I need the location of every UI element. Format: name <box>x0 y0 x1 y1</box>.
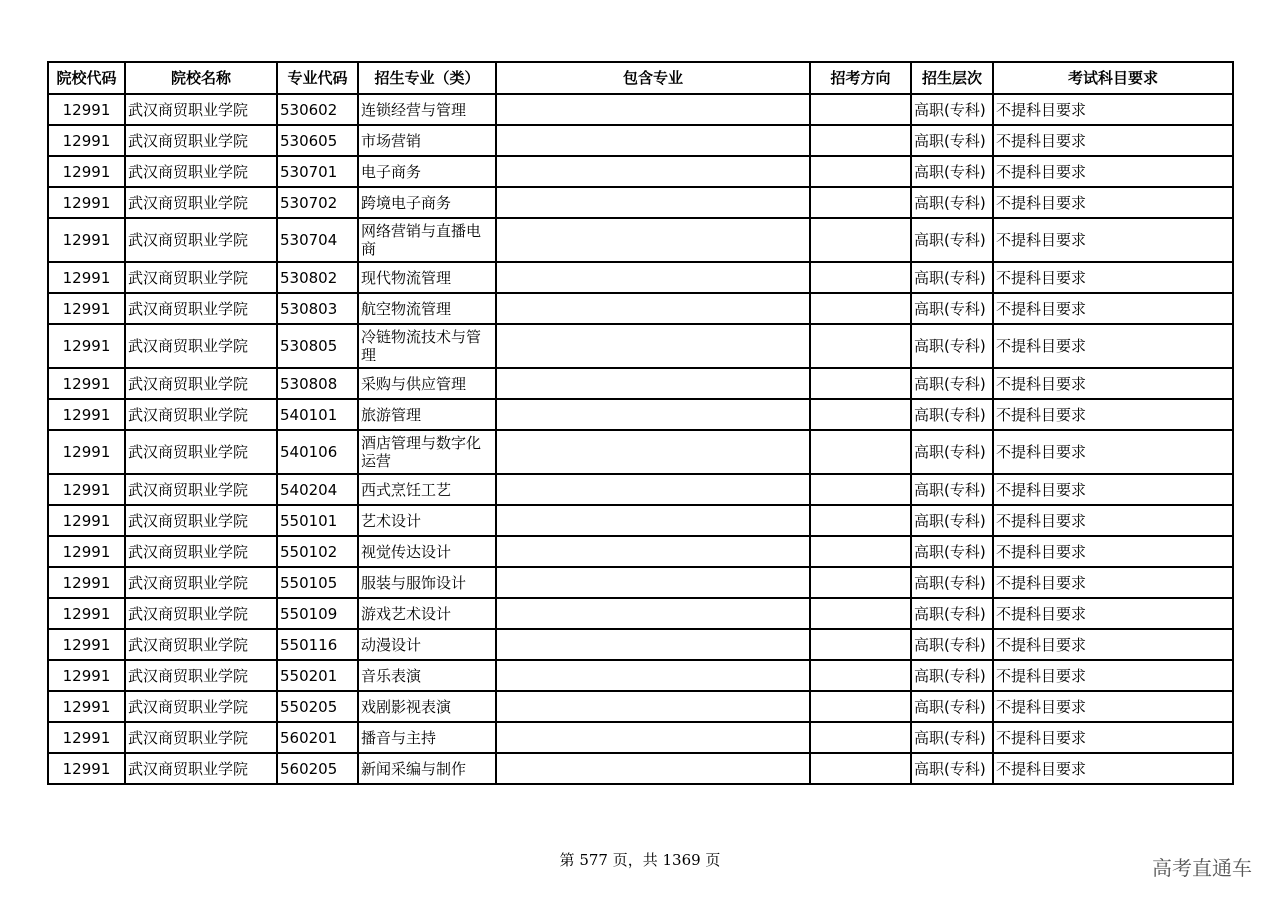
cell-major-code: 530808 <box>277 368 358 399</box>
cell-major-code: 530602 <box>277 94 358 125</box>
cell-requirement: 不提科目要求 <box>993 324 1233 368</box>
cell-major-code: 560201 <box>277 722 358 753</box>
cell-school-code: 12991 <box>48 691 125 722</box>
cell-major: 播音与主持 <box>358 722 496 753</box>
cell-includes <box>496 430 810 474</box>
cell-requirement: 不提科目要求 <box>993 691 1233 722</box>
cell-level: 高职(专科) <box>911 660 993 691</box>
cell-requirement: 不提科目要求 <box>993 505 1233 536</box>
cell-school-name: 武汉商贸职业学院 <box>125 368 277 399</box>
cell-includes <box>496 598 810 629</box>
cell-school-name: 武汉商贸职业学院 <box>125 293 277 324</box>
table-row <box>48 753 1233 784</box>
cell-major: 冷链物流技术与管理 <box>358 324 496 368</box>
table-row <box>48 536 1233 567</box>
table-row <box>48 474 1233 505</box>
cell-includes <box>496 722 810 753</box>
cell-major: 游戏艺术设计 <box>358 598 496 629</box>
cell-level: 高职(专科) <box>911 368 993 399</box>
cell-major: 音乐表演 <box>358 660 496 691</box>
cell-level: 高职(专科) <box>911 629 993 660</box>
cell-includes <box>496 218 810 262</box>
cell-direction <box>810 567 911 598</box>
table-row <box>48 629 1233 660</box>
cell-requirement: 不提科目要求 <box>993 368 1233 399</box>
cell-direction <box>810 368 911 399</box>
cell-direction <box>810 474 911 505</box>
table-row <box>48 505 1233 536</box>
cell-direction <box>810 660 911 691</box>
cell-school-name: 武汉商贸职业学院 <box>125 629 277 660</box>
cell-major: 现代物流管理 <box>358 262 496 293</box>
cell-includes <box>496 156 810 187</box>
table-row <box>48 293 1233 324</box>
table-row <box>48 430 1233 474</box>
cell-school-code: 12991 <box>48 218 125 262</box>
cell-major: 旅游管理 <box>358 399 496 430</box>
cell-direction <box>810 536 911 567</box>
cell-major: 新闻采编与制作 <box>358 753 496 784</box>
table-row <box>48 125 1233 156</box>
cell-school-name: 武汉商贸职业学院 <box>125 218 277 262</box>
cell-includes <box>496 125 810 156</box>
cell-requirement: 不提科目要求 <box>993 629 1233 660</box>
header-major-code: 专业代码 <box>277 62 358 94</box>
cell-school-name: 武汉商贸职业学院 <box>125 430 277 474</box>
cell-major-code: 530803 <box>277 293 358 324</box>
cell-major: 西式烹饪工艺 <box>358 474 496 505</box>
cell-school-code: 12991 <box>48 262 125 293</box>
cell-includes <box>496 368 810 399</box>
cell-level: 高职(专科) <box>911 598 993 629</box>
cell-level: 高职(专科) <box>911 324 993 368</box>
cell-level: 高职(专科) <box>911 262 993 293</box>
cell-level: 高职(专科) <box>911 156 993 187</box>
cell-major-code: 530805 <box>277 324 358 368</box>
cell-includes <box>496 753 810 784</box>
cell-level: 高职(专科) <box>911 722 993 753</box>
table-row <box>48 218 1233 262</box>
cell-major-code: 530704 <box>277 218 358 262</box>
cell-requirement: 不提科目要求 <box>993 660 1233 691</box>
cell-direction <box>810 399 911 430</box>
cell-level: 高职(专科) <box>911 691 993 722</box>
header-level: 招生层次 <box>911 62 993 94</box>
cell-school-code: 12991 <box>48 598 125 629</box>
cell-level: 高职(专科) <box>911 187 993 218</box>
cell-direction <box>810 125 911 156</box>
cell-school-code: 12991 <box>48 753 125 784</box>
cell-direction <box>810 753 911 784</box>
cell-major-code: 550105 <box>277 567 358 598</box>
cell-school-code: 12991 <box>48 94 125 125</box>
cell-school-code: 12991 <box>48 629 125 660</box>
table-row <box>48 660 1233 691</box>
cell-requirement: 不提科目要求 <box>993 125 1233 156</box>
cell-school-code: 12991 <box>48 536 125 567</box>
cell-requirement: 不提科目要求 <box>993 218 1233 262</box>
cell-requirement: 不提科目要求 <box>993 156 1233 187</box>
cell-major: 动漫设计 <box>358 629 496 660</box>
cell-school-code: 12991 <box>48 722 125 753</box>
table-row <box>48 262 1233 293</box>
cell-direction <box>810 262 911 293</box>
cell-includes <box>496 629 810 660</box>
cell-level: 高职(专科) <box>911 567 993 598</box>
cell-includes <box>496 293 810 324</box>
table-row <box>48 156 1233 187</box>
cell-major-code: 530802 <box>277 262 358 293</box>
cell-major: 采购与供应管理 <box>358 368 496 399</box>
cell-school-name: 武汉商贸职业学院 <box>125 156 277 187</box>
cell-level: 高职(专科) <box>911 399 993 430</box>
cell-major: 视觉传达设计 <box>358 536 496 567</box>
cell-level: 高职(专科) <box>911 218 993 262</box>
cell-school-name: 武汉商贸职业学院 <box>125 262 277 293</box>
cell-includes <box>496 660 810 691</box>
cell-major: 艺术设计 <box>358 505 496 536</box>
cell-major: 网络营销与直播电商 <box>358 218 496 262</box>
cell-includes <box>496 691 810 722</box>
cell-school-code: 12991 <box>48 474 125 505</box>
cell-school-name: 武汉商贸职业学院 <box>125 187 277 218</box>
watermark-logo: 高考直通车 <box>1152 856 1252 880</box>
cell-major-code: 540204 <box>277 474 358 505</box>
table-row <box>48 567 1233 598</box>
header-direction: 招考方向 <box>810 62 911 94</box>
cell-includes <box>496 505 810 536</box>
header-row <box>48 62 1233 94</box>
cell-school-name: 武汉商贸职业学院 <box>125 505 277 536</box>
cell-direction <box>810 187 911 218</box>
cell-major: 市场营销 <box>358 125 496 156</box>
cell-school-name: 武汉商贸职业学院 <box>125 94 277 125</box>
cell-level: 高职(专科) <box>911 293 993 324</box>
table-row <box>48 691 1233 722</box>
cell-school-code: 12991 <box>48 505 125 536</box>
cell-direction <box>810 293 911 324</box>
admissions-table <box>47 61 1234 785</box>
cell-direction <box>810 324 911 368</box>
table-row <box>48 368 1233 399</box>
header-major: 招生专业（类） <box>358 62 496 94</box>
table-row <box>48 399 1233 430</box>
cell-requirement: 不提科目要求 <box>993 399 1233 430</box>
cell-major-code: 540106 <box>277 430 358 474</box>
cell-direction <box>810 94 911 125</box>
cell-school-code: 12991 <box>48 660 125 691</box>
cell-school-name: 武汉商贸职业学院 <box>125 722 277 753</box>
cell-level: 高职(专科) <box>911 753 993 784</box>
cell-school-name: 武汉商贸职业学院 <box>125 691 277 722</box>
cell-major-code: 560205 <box>277 753 358 784</box>
cell-requirement: 不提科目要求 <box>993 753 1233 784</box>
cell-major: 戏剧影视表演 <box>358 691 496 722</box>
cell-school-name: 武汉商贸职业学院 <box>125 474 277 505</box>
cell-major: 酒店管理与数字化运营 <box>358 430 496 474</box>
cell-school-name: 武汉商贸职业学院 <box>125 753 277 784</box>
table-row <box>48 94 1233 125</box>
cell-requirement: 不提科目要求 <box>993 187 1233 218</box>
cell-major: 连锁经营与管理 <box>358 94 496 125</box>
table-row <box>48 598 1233 629</box>
cell-major-code: 550205 <box>277 691 358 722</box>
cell-school-code: 12991 <box>48 125 125 156</box>
cell-direction <box>810 691 911 722</box>
cell-major-code: 530701 <box>277 156 358 187</box>
cell-level: 高职(专科) <box>911 536 993 567</box>
cell-requirement: 不提科目要求 <box>993 598 1233 629</box>
cell-includes <box>496 399 810 430</box>
cell-school-code: 12991 <box>48 567 125 598</box>
cell-requirement: 不提科目要求 <box>993 430 1233 474</box>
header-school-code: 院校代码 <box>48 62 125 94</box>
cell-major-code: 550109 <box>277 598 358 629</box>
table-body <box>48 94 1233 784</box>
cell-school-name: 武汉商贸职业学院 <box>125 598 277 629</box>
cell-level: 高职(专科) <box>911 125 993 156</box>
cell-requirement: 不提科目要求 <box>993 722 1233 753</box>
cell-direction <box>810 598 911 629</box>
cell-direction <box>810 629 911 660</box>
page-number: 第 577 页，共 1369 页 <box>559 851 721 869</box>
cell-major-code: 530605 <box>277 125 358 156</box>
cell-direction <box>810 430 911 474</box>
table-row <box>48 324 1233 368</box>
cell-major-code: 550102 <box>277 536 358 567</box>
cell-includes <box>496 94 810 125</box>
cell-major: 服装与服饰设计 <box>358 567 496 598</box>
cell-major-code: 550201 <box>277 660 358 691</box>
header-requirement: 考试科目要求 <box>993 62 1233 94</box>
cell-major-code: 540101 <box>277 399 358 430</box>
cell-school-code: 12991 <box>48 430 125 474</box>
cell-major-code: 530702 <box>277 187 358 218</box>
cell-major-code: 550101 <box>277 505 358 536</box>
header-includes: 包含专业 <box>496 62 810 94</box>
cell-school-name: 武汉商贸职业学院 <box>125 125 277 156</box>
cell-includes <box>496 474 810 505</box>
cell-school-code: 12991 <box>48 399 125 430</box>
header-school-name: 院校名称 <box>125 62 277 94</box>
cell-requirement: 不提科目要求 <box>993 262 1233 293</box>
cell-includes <box>496 567 810 598</box>
cell-requirement: 不提科目要求 <box>993 474 1233 505</box>
cell-school-name: 武汉商贸职业学院 <box>125 660 277 691</box>
cell-school-code: 12991 <box>48 324 125 368</box>
cell-includes <box>496 262 810 293</box>
cell-includes <box>496 187 810 218</box>
cell-direction <box>810 722 911 753</box>
cell-requirement: 不提科目要求 <box>993 293 1233 324</box>
cell-school-code: 12991 <box>48 368 125 399</box>
cell-level: 高职(专科) <box>911 505 993 536</box>
cell-level: 高职(专科) <box>911 430 993 474</box>
cell-school-code: 12991 <box>48 187 125 218</box>
cell-requirement: 不提科目要求 <box>993 536 1233 567</box>
cell-direction <box>810 156 911 187</box>
cell-requirement: 不提科目要求 <box>993 94 1233 125</box>
cell-requirement: 不提科目要求 <box>993 567 1233 598</box>
cell-school-name: 武汉商贸职业学院 <box>125 536 277 567</box>
cell-major: 航空物流管理 <box>358 293 496 324</box>
cell-school-name: 武汉商贸职业学院 <box>125 399 277 430</box>
cell-includes <box>496 324 810 368</box>
table-row <box>48 722 1233 753</box>
cell-major: 跨境电子商务 <box>358 187 496 218</box>
cell-level: 高职(专科) <box>911 94 993 125</box>
cell-includes <box>496 536 810 567</box>
cell-direction <box>810 218 911 262</box>
cell-level: 高职(专科) <box>911 474 993 505</box>
cell-major-code: 550116 <box>277 629 358 660</box>
cell-school-name: 武汉商贸职业学院 <box>125 324 277 368</box>
cell-school-code: 12991 <box>48 156 125 187</box>
table-row <box>48 187 1233 218</box>
cell-school-name: 武汉商贸职业学院 <box>125 567 277 598</box>
cell-major: 电子商务 <box>358 156 496 187</box>
cell-direction <box>810 505 911 536</box>
cell-school-code: 12991 <box>48 293 125 324</box>
